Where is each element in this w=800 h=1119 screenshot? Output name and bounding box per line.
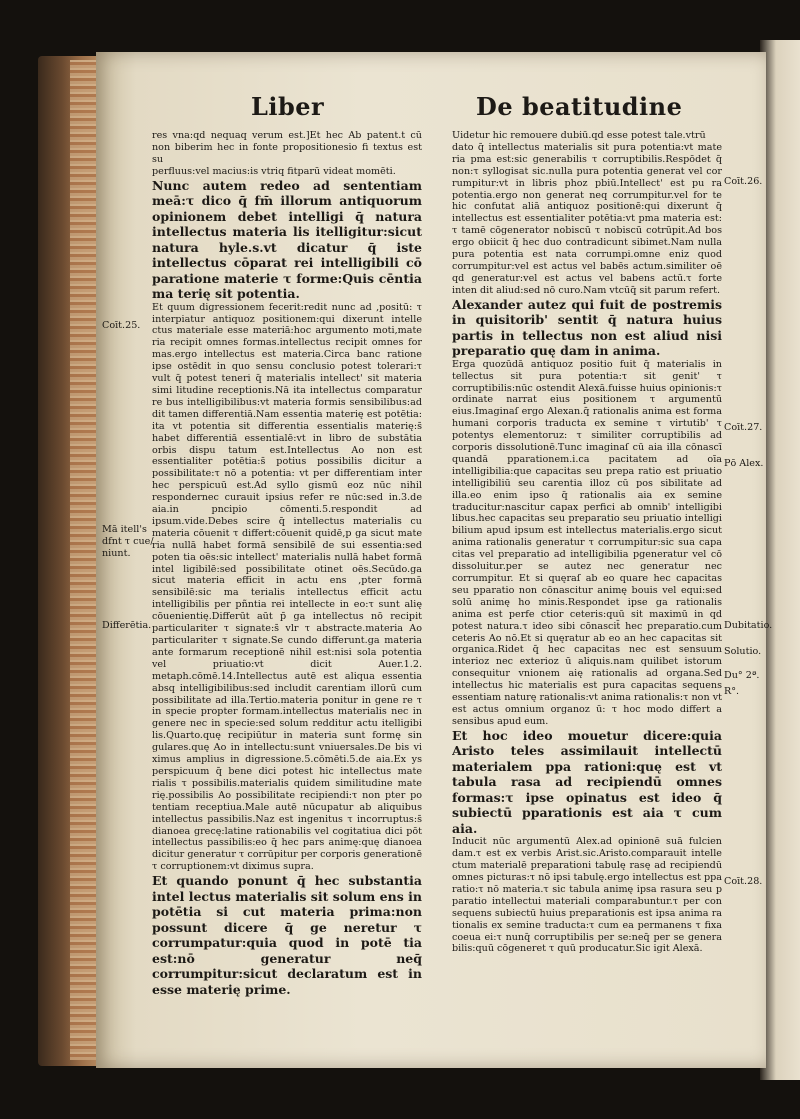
margin-note: Coīt.25. [102, 320, 141, 331]
paragraph: Erga quozūdā antiquoz positio fuit q̄ materialis in tellectus sit pura potentia:τ sit genit' τ corruptibilis:nūc ostendit Alexā.fuisse huius opinionis:τ ordinate narrat eius positionem τ argumentū eius.Imaginaſ ergo Alexan.q̄ rationalis anima est forma humani corporis traducta ex semine τ virtutib' τ potentys elementoruz: τ similiter corruptibilis ad corporis dissolutionē.Tunc imaginaſ cū aia illa cōnascī quandā pparationem.i.ca pacitatem ad oīa intelligibilia:que capacitas seu prepa ratio est priuatio intelligibiliū seu carentia illoz cū pos sibilitate ad illa.eo enim ipso q̄ rationalis aia ex semine traducitur:nascitur capax perfici ab omnib' intelligibi libus.hec capacitas seu preparatio seu priuatio intelligi bilium apud ipsum est intellectus materialis.ergo sicut anima rationalis generatur τ corrumpitur:sic sua capa citas vel preparatio ad intelligibilia pgeneratur vel cō dissoluitur.per se autez nec generatur nec corrumpitur. Et si quęraſ ab eo quare hec capacitas seu pparatio non cōnascitur animę bouis vel equi:sed solū animę ho minis.Respondet ipse ga rationalis anima est perfe ctior ceteris:quū sit maximū in qd potest natura.τ ideo sibi cōnascit̄ hec preparatio.cum ceteris Ao nō.Et si quęratur ab eo an hec capacitas sit organica.Ridet q̄ hec capacitas nec est sensuum interioz nec exterioz ū aliquis.nam quilibet istorum consequitur vnionem aię rationalis ad organa.Sed intellectus hic materialis est pura capacitas sequens essentiam naturę rationalis:vt anima rationalis:τ non vt est actus omnium organoz ū: τ hoc modo differt a sensibus apud eum. [452, 358, 722, 727]
margin-note: Coīt.26. [724, 176, 763, 187]
margin-note: R°. [724, 686, 740, 697]
margin-note: Mā itell's [102, 524, 147, 535]
paragraph: res vna:qd nequaq verum est.]Et hec Ab̄ patent.t cū non biberim hec in fonte propositionesio fi textus est su [152, 130, 422, 165]
lemma-paragraph: Nunc autem redeo ad sententiam meā:τ dico q̄ fm̄ illorum antiquorum opinionem debet intelligi q̄ natura intellectus materia lis itelligitur:sicut natura hyle.s.vt dicatur q̄ iste intellectus cōparat rei intelligibili cō paratione materie τ forme:Quis cēntia ma terię sit potentia. [152, 177, 422, 302]
next-page-edge [760, 40, 800, 1080]
lemma-paragraph: Et quando ponunt q̄ hec substantia intel lectus materialis sit solum ens in potētia si cut materia prima:non possunt dicere q̄ ge neretur τ corrumpatur:quia quod in potē tia est:nō generatur neq̄ corrumpitur:sicut declaratum est in esse materię prime. [152, 873, 422, 997]
margin-note: Dubitatio. [724, 620, 773, 631]
margin-note: Differētia. [102, 620, 152, 631]
paragraph: Inducit nūc argumentū Alex.ad opinionē suā fulcien dam.τ est ex verbis Arist.sic.Aristo.comparauit intelle ctum materialē preparationi tabulę rasę ad recipiendū omnes picturas:τ nō ipsi tabulę.ergo intellectus est ppa ratio:τ nō materia.τ sic tabula animę ipsa rasura seu p paratio intellectui materiali comparabuntur.τ per con sequens subiectū huius preparationis est ipsa anima ra tionalis ex semine traducta:τ cum ea permanens τ fixa coeua ei:τ nunq̄ corruptibilis per se:neq̄ per se genera bilis:quū cōgeneret τ quū producatur.Sic igit Alexā. [452, 836, 722, 955]
lemma-paragraph: Alexander autez qui fuit de postremis in quisitorib' sentit q̄ natura huius partis in tellectus non est aliud nisi preparatio quę dam in anima. [452, 296, 722, 359]
running-header-right: De beatitudine [476, 92, 683, 121]
running-header-left: Liber [251, 92, 325, 121]
margin-note: dfnt τ cue/ [102, 536, 154, 547]
lemma-paragraph: Et hoc ideo mouetur dicere:quia Aristo teles assimilauit intellectū materialem ppa rationi:quę est vt tabula rasa ad recipiendū omnes formas:τ ipse opinatus est ideo q̄ subiectū pparationis est aia τ cum aia. [452, 727, 722, 836]
margin-note: Pō Alex. [724, 458, 764, 469]
margin-note: Solutio. [724, 646, 762, 657]
text-column-right [452, 130, 722, 1040]
paragraph: perfluus:vel macius:is vtriq fitparū videat momēti. [152, 165, 396, 177]
book-page [96, 52, 773, 1068]
paragraph: Uidetur hic remouere dubiū.qd esse potest tale.vtrū [452, 130, 706, 141]
paragraph: dato q̄ intellectus materialis sit pura potentia:vt mate ria pma est:sic generabilis τ corruptibilis.Respōdet q̄ non:τ syllogisat sic.nulla pura potentia generat vel cor rumpitur:vt in libris phoz pbiū.Intellect' est pu ra potentia.ergo non generat neq corrumpitur.vel for te hic confutat aliā antiquoz positionē:qui dixerunt q̄ intellectus est essentialiter potētia:vt pma materia est: τ tamē cōgenerator nobiscū τ nobiscū cotrūpit.Ad bos ergo obiicit q̄ hec duo contradicunt sibimet.Nam nulla pura potentia est nata corrumpi.omne eniz quod corrumpitur:vel est actus vel babēs actum.similiter oē qd generatur:vel est actus vel babens actū.τ forte inten dit aliud:sed nō curo.Nam vtcūq̄ sit parum refert. [452, 141, 722, 296]
margin-note: Coīt.28. [724, 876, 763, 887]
margin-note: Du° 2ª. [724, 670, 760, 681]
margin-note: Coīt.27. [724, 422, 763, 433]
paragraph: Et quum digressionem fecerit:redit nunc ad ,positū: τ interpiatur antiquoz positionem:qui dixerunt intelle ctus materiale esse materiā:hoc argumento moti,mate ria recipit omnes formas.intellectus recipit omnes for mas.ergo intellectus est materia.Circa banc ratione ipse ostēdit in quo sensu conclusio potest tolerari:τ vult q̄ potest teneri q̄ materialis intellect' sit materia simi litudine receptionis.Nā ita intellectus comparatur re bus intelligibilibus:vt materia formis sensibilibus:ad dit tamen differentiā.Nam essentia materię est potētia: ita vt potentia sit differentia essentialis materię:s̄ habet differentiā essentialē:vt in libro de substātia orbis dispu tatum est.Intellectus Ao non est essentialiter potētia:s̄ potius possibilis dicitur a possibilitate:τ nō a potentia: vt per differentiam inter hec perspicuū est.Ad syllo gismū eoz nūc nihil respondernec curauit ipsius refer re nūc:sed in.3.de aia.in pncipio cōmenti.5.respondit ad ipsum.vide.Debes scire q̄ intellectus materialis cu materia cōuenit τ differt:cōuenit quidē,p ga sicut mate ria nullā habet formā sensibilē de sui essentia:sed poten tia oēs:sic intellect' materialis nullā habet formā intel ligibilē:sed possibilitate otinet oēs.Secūdo.ga sicut materia efficit in actu ens ,pter formā sensibilē:sic ma terialis intellectus efficit actu intelligibilis per pñntia rei intellecte in eo:τ sunt alię cōuenientię.Differūt aūt p̄ ga intellectus nō recipit particulariter τ signate:s̄ vlr τ abstracte.materia Ao particulariter τ signate.Se cundo differunt.ga materia ante formarum receptionē nihil est:nisi sola potentia vel priuatio:vt dicit Auer.1.2. metaph.cōmē.14.Intellectus autē est aliqua essentia absq intelligibilibus:sed includit carentiam illorū cum possibilitate ad illa.Tertio.materia ponitur in gene re τ in specie propter formam.intellectus materialis nec in genere nec in specie:sed solum redditur actu itelligibi lis.Quarto.quę recipiūtur in materia sunt formę sin gulares.quę Ao in intellectu:sunt vniuersales.De bis vi ximus amplius in digressione.5.cōmēti.5.de aia.Ex ys perspicuum q̄ bene dici potest hic intellectus mate rialis τ possibilis.materialis quidem similitudine mate rię.possibilis Ao possibilitate recipiendi:τ non pter po tentiam receptiua.Male autē nūcupatur ab aliquibus intellectus passibilis.Naz est ingenitus τ incorruptus:s̄ dianoea grecę:latine rationabilis vel cogitatiua dici pōt intellectus passibilis:eo q̄ hec pars animę:quę dianoea dicitur generatur τ corrūpitur per corporis generationē τ corruptionem:vt diximus supra. [152, 301, 422, 873]
margin-note: niunt. [102, 548, 131, 559]
text-column-left [152, 130, 422, 1040]
